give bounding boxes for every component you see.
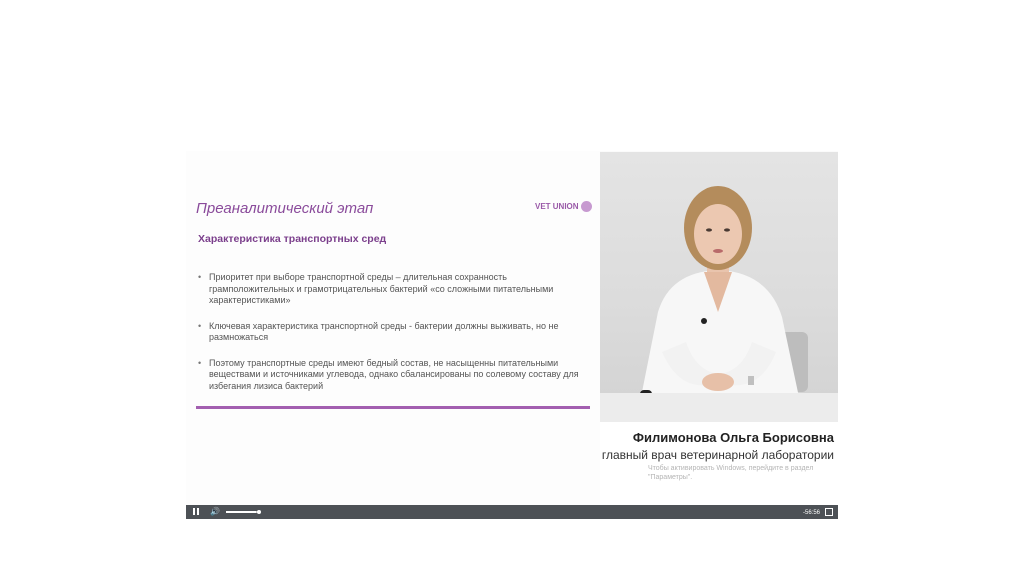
bullet-item: • Приоритет при выборе транспортной среды – длительная сохранность грамположительных и грамотрицательных бактерий «со сложными питательными характеристиками» [198, 272, 593, 307]
player-controls [186, 505, 838, 519]
speaker-video [600, 152, 838, 422]
slide-subtitle: Характеристика транспортных сред [198, 233, 387, 245]
presentation-slide [186, 151, 600, 505]
pause-icon[interactable] [192, 508, 200, 516]
speaker-caption [600, 422, 838, 505]
speaker-name: Филимонова Ольга Борисовна [632, 430, 834, 445]
progress-bar[interactable] [226, 511, 259, 513]
speaker-figure [600, 152, 838, 422]
slide-title: Преаналитический этап [196, 200, 374, 217]
progress-fill [226, 511, 256, 513]
desk [600, 393, 838, 422]
logo-text: VET UNION [535, 202, 579, 211]
slide-divider [196, 406, 590, 409]
windows-activation-note: Чтобы активировать Windows, перейдите в раздел "Параметры". [648, 465, 814, 481]
speaker-role: главный врач ветеринарной лаборатории [601, 448, 834, 462]
vet-union-logo [535, 201, 592, 212]
fullscreen-icon[interactable] [825, 508, 833, 516]
logo-mark-icon [581, 201, 592, 212]
progress-handle[interactable] [257, 510, 261, 514]
bullet-item: • Поэтому транспортные среды имеют бедный состав, не насыщенны питательными веществами и источниками углевода, однако сбалансированы по солевому составу для избегания лизиса бактерий [198, 358, 593, 393]
time-remaining: -56:56 [802, 510, 820, 516]
bullet-list [198, 272, 593, 406]
video-player[interactable] [186, 151, 838, 519]
volume-icon[interactable]: 🔊 [210, 507, 220, 516]
bullet-item: • Ключевая характеристика транспортной среды - бактерии должны выживать, но не размножаться [198, 321, 593, 344]
